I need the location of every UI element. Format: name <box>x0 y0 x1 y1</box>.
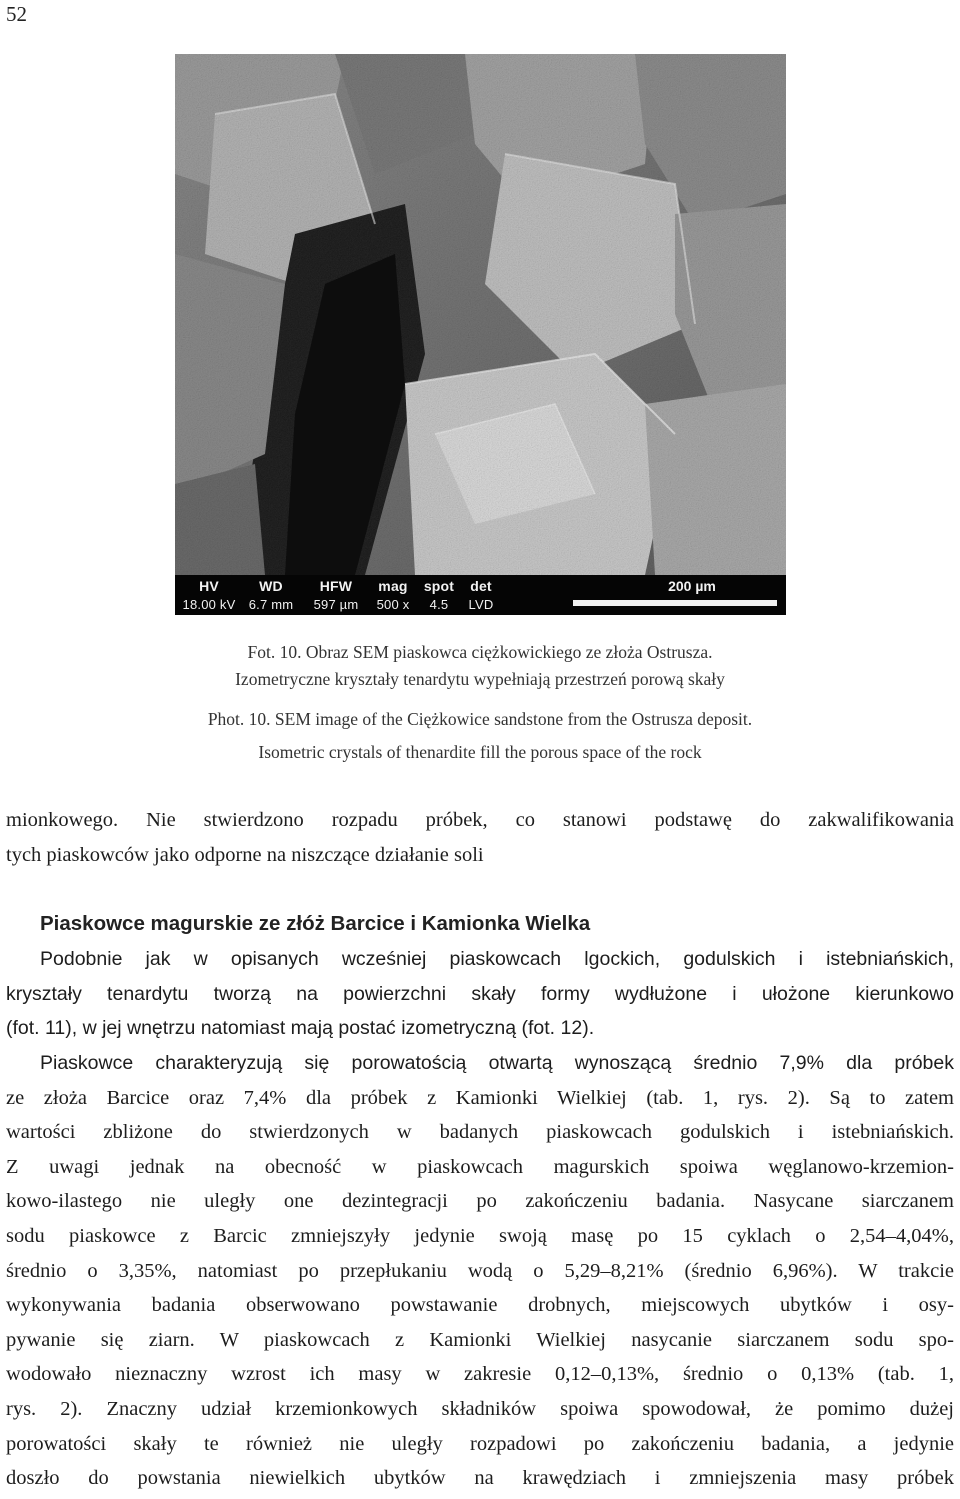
text-line: kowo-ilastego nie uległy one dezintegracji po zakończeniu badania. Nasycane siarczanem <box>6 1190 954 1213</box>
sem-databar <box>175 575 786 615</box>
text-line: Podobnie jak w opisanych wcześniej piaskowcach lgockich, godulskich i istebniańskich, <box>40 948 954 970</box>
databar-header: WD <box>259 578 283 594</box>
scale-bar <box>573 600 777 606</box>
databar-header: HFW <box>319 578 353 594</box>
text-line: tych piaskowców jako odporne na niszczące działanie soli <box>6 843 484 866</box>
text-line: porowatości skały te również nie uległy rozpadowi po zakończeniu badania, a jedynie <box>6 1432 954 1455</box>
databar-header: HV <box>199 578 219 594</box>
caption-pl-line-2: Izometryczne kryształy tenardytu wypełniają przestrzeń porową skały <box>235 669 725 689</box>
text-line: pywanie się ziarn. W piaskowcach z Kamionki Wielkiej nasycanie siarczanem sodu spo- <box>6 1328 954 1351</box>
text-line: mionkowego. Nie stwierdzono rozpadu próbek, co stanowi podstawę do zakwalifikowania <box>6 809 954 831</box>
caption-pl-line-1: Fot. 10. Obraz SEM piaskowca ciężkowickiego ze złoża Ostrusza. <box>247 642 713 662</box>
text-line: doszło do powstania niewielkich ubytków na krawędziach i zmniejszenia masy próbek <box>6 1467 954 1490</box>
intro-paragraph <box>6 803 954 872</box>
paragraph-2 <box>6 1046 954 1496</box>
text-line: wykonywania badania obserwowano powstawanie drobnych, miejscowych ubytków i osy- <box>6 1294 954 1317</box>
section-heading: Piaskowce magurskie ze złóż Barcice i Kamionka Wielka <box>40 912 591 935</box>
text-line: Piaskowce charakteryzują się porowatością otwartą wynoszącą średnio 7,9% dla próbek <box>40 1052 954 1074</box>
paragraph-1 <box>6 942 954 1046</box>
databar-value: 4.5 <box>429 597 449 612</box>
databar-header: spot <box>423 578 455 594</box>
databar-header: det <box>470 578 492 594</box>
text-line: średnio o 3,35%, natomiast po przepłukaniu wodą o 5,29–8,21% (średnio 6,96%). W trakcie <box>6 1259 954 1282</box>
page-number: 52 <box>6 2 27 26</box>
text-line: (fot. 11), w jej wnętrzu natomiast mają postać izometryczną (fot. 12). <box>6 1017 595 1040</box>
caption-en-line-2: Isometric crystals of thenardite fill the porous space of the rock <box>258 742 702 762</box>
text-line: wodowało nieznaczny wzrost ich masy w zakresie 0,12–0,13%, średnio o 0,13% (tab. 1, <box>6 1363 954 1386</box>
text-line: ze złoża Barcice oraz 7,4% dla próbek z Kamionki Wielkiej (tab. 1, rys. 2). Są to zatem <box>6 1086 954 1109</box>
sem-photo <box>175 54 786 615</box>
sem-micrograph-image <box>175 54 786 575</box>
scale-bar-label: 200 µm <box>668 578 716 594</box>
text-line: rys. 2). Znaczny udział krzemionkowych składników spoiwa spowodował, że pomimo dużej <box>6 1397 954 1420</box>
caption-en-line-1: Phot. 10. SEM image of the Ciężkowice sandstone from the Ostrusza deposit. <box>207 709 753 729</box>
text-line: sodu piaskowce z Barcic zmniejszyły jedynie swoją masę po 15 cyklach o 2,54–4,04%, <box>6 1224 954 1247</box>
text-line: Z uwagi jednak na obecność w piaskowcach magurskich spoiwa węglanowo-krzemion- <box>6 1155 954 1178</box>
text-line: kryształy tenardytu tworzą na powierzchni skały formy wydłużone i ułożone kierunkowo <box>6 982 954 1005</box>
databar-value: LVD <box>468 597 494 612</box>
databar-value: 18.00 kV <box>182 597 236 612</box>
databar-header: mag <box>378 578 408 594</box>
databar-value: 6.7 mm <box>248 597 294 612</box>
databar-value: 500 x <box>376 597 410 612</box>
databar-value: 597 µm <box>313 597 359 612</box>
text-line: wartości zbliżone do stwierdzonych w badanych piaskowcach godulskich i istebniańskich. <box>6 1121 954 1144</box>
